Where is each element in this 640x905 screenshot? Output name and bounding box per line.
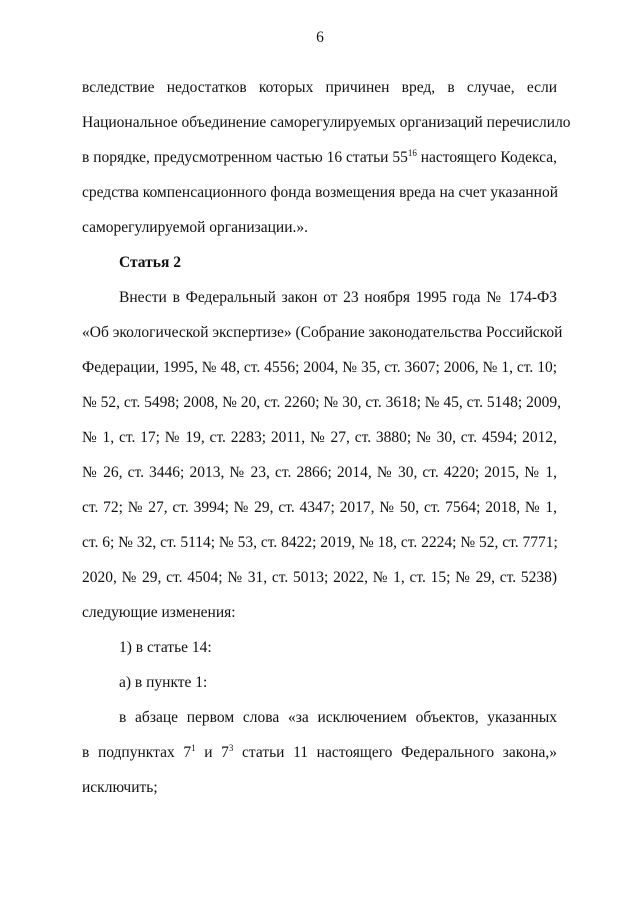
text-fragment: в подпунктах 7 — [82, 744, 192, 761]
text-line: № 52, ст. 5498; 2008, № 20, ст. 2260; № 30, ст. 3618; № 45, ст. 5148; 2009, — [82, 394, 561, 411]
text-fragment: настоящего Кодекса, — [416, 149, 557, 166]
superscript: 3 — [228, 743, 234, 753]
text-line — [82, 140, 557, 175]
text-line: № 1, ст. 17; № 19, ст. 2283; 2011, № 27, ст. 3880; № 30, ст. 4594; 2012, — [82, 429, 557, 446]
paragraph-closing-article-1 — [82, 70, 571, 245]
text-line: № 26, ст. 3446; 2013, № 23, ст. 2866; 2014, № 30, ст. 4220; 2015, № 1, — [82, 464, 557, 481]
text-line: следующие изменения: — [82, 604, 236, 621]
text-line: ст. 6; № 32, ст. 5114; № 53, ст. 8422; 2019, № 18, ст. 2224; № 52, ст. 7771; — [82, 534, 558, 551]
list-item-1: 1) в статье 14: — [119, 639, 212, 656]
text-fragment: и 7 — [195, 744, 229, 761]
text-line: вследствие недостатков которых причинен вред, в случае, если — [82, 79, 557, 96]
text-line: Внести в Федеральный закон от 23 ноября 1995 года № 174-ФЗ — [119, 289, 557, 306]
text-line: исключить; — [82, 779, 158, 796]
document-body — [82, 70, 571, 805]
text-line: средства компенсационного фонда возмещения вреда на счет указанной — [82, 184, 558, 201]
list-item-a: а) в пункте 1: — [119, 674, 208, 691]
text-line: в абзаце первом слова «за исключением объектов, указанных — [119, 709, 557, 726]
superscript: 16 — [407, 148, 417, 158]
superscript: 1 — [191, 743, 196, 753]
article-heading: Статья 2 — [119, 254, 181, 271]
text-line: ст. 72; № 27, ст. 3994; № 29, ст. 4347; 2017, № 50, ст. 7564; 2018, № 1, — [82, 499, 557, 516]
text-line: Федерации, 1995, № 48, ст. 4556; 2004, № 35, ст. 3607; 2006, № 1, ст. 10; — [82, 359, 557, 376]
paragraph-amendment — [82, 700, 557, 805]
text-line: саморегулируемой организации.». — [82, 219, 309, 236]
text-line: «Об экологической экспертизе» (Собрание законодательства Российской — [82, 324, 563, 341]
paragraph-article-2 — [82, 280, 563, 630]
text-line: 2020, № 29, ст. 4504; № 31, ст. 5013; 2022, № 1, ст. 15; № 29, ст. 5238) — [82, 569, 557, 586]
text-fragment: в порядке, предусмотренном частью 16 статьи 55 — [82, 149, 408, 166]
text-line — [82, 735, 557, 770]
text-line: Национальное объединение саморегулируемых организаций перечислило — [82, 114, 571, 131]
text-fragment: статьи 11 настоящего Федерального закона,» — [233, 744, 557, 761]
page-number: 6 — [316, 29, 324, 46]
